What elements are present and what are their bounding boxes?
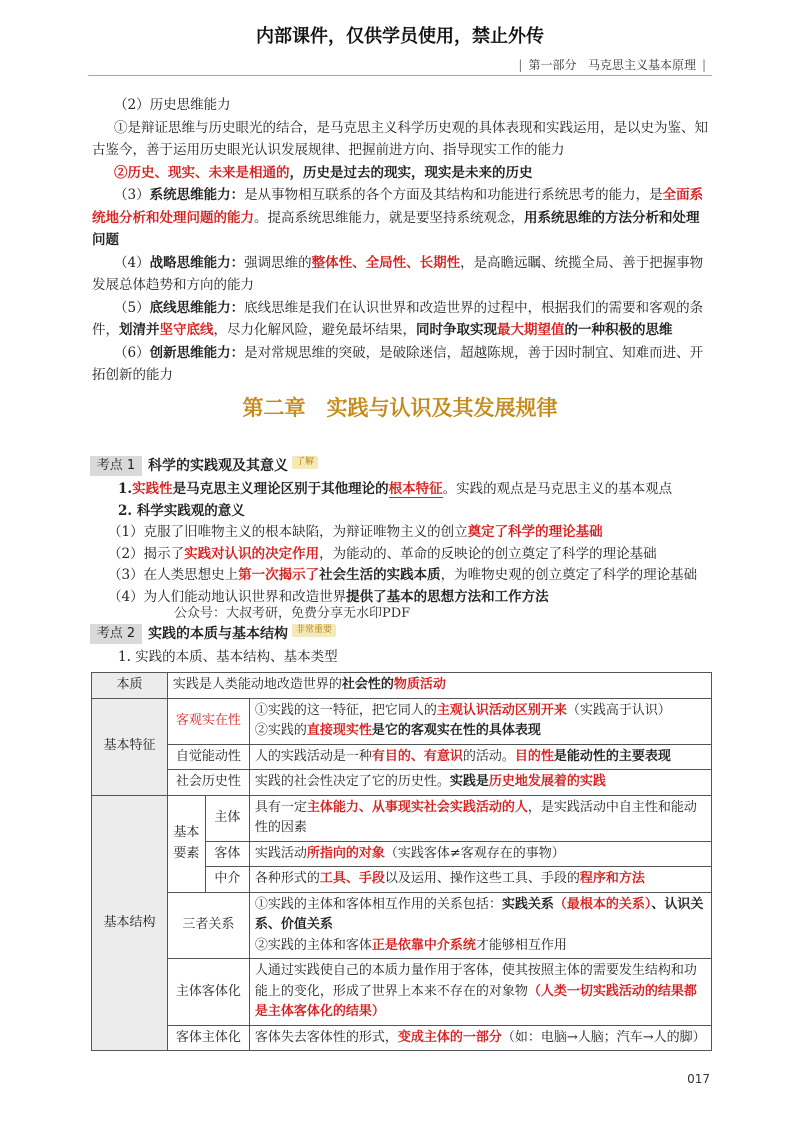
- section-thinking-abilities: [92, 94, 712, 387]
- element-subject-cell: 具有一定主体能力、从事现实社会实践活动的人，是实践活动中自主性和能动性的因素: [249, 795, 711, 841]
- element-medium-header: 中介: [205, 867, 249, 893]
- kd1-item-2: 2. 科学实践观的意义: [118, 502, 245, 519]
- objectification-cell: 人通过实践使自己的本质力量作用于客体，使其按照主体的需要发生结构和功能上的变化，形成了世界上本来不存在的对象物（人类一切实践活动的结果都是主体客体化的结果）: [249, 959, 711, 1026]
- table-row: [92, 795, 712, 841]
- kaodian-1-title: 科学的实践观及其意义: [148, 458, 288, 474]
- feature-2-cell: 人的实践活动是一种有目的、有意识的活动。目的性是能动性的主要表现: [249, 744, 711, 770]
- kd1-item-2-3: （3）在人类思想史上第一次揭示了社会生活的实践本质，为唯物史观的创立奠定了科学的理论基础: [108, 567, 698, 583]
- kaodian-2-header: [90, 624, 710, 646]
- relations-cell: ①实践的主体和客体相互作用的关系包括：实践关系（最根本的关系）、认识关系、价值关系 ②实践的主体和客体正是依靠中介系统才能够相互作用: [249, 892, 711, 959]
- feature-1-cell: ①实践的这一特征，把它同人的主观认识活动区别开来（实践高于认识） ②实践的直接现实性是它的客观实在性的具体表现: [249, 698, 711, 744]
- element-object-header: 客体: [205, 841, 249, 867]
- kd1-item-1: 1.实践性是马克思主义理论区别于其他理论的根本特征。实践的观点是马克思主义的基本观点: [118, 481, 673, 497]
- para-bottom-line: （5）底线思维能力：底线思维是我们在认识世界和改造世界的过程中，根据我们的需要和客观的条件，划清并坚守底线，尽力化解风险，避免最坏结果，同时争取实现最大期望值的一种积极的思维: [92, 299, 704, 338]
- para-historical-1: ①是辩证思维与历史眼光的结合，是马克思主义科学历史观的具体表现和实践运用，是以史为鉴、知古鉴今，善于运用历史眼光认识发展规律、把握前进方向、指导现实工作的能力: [92, 119, 708, 158]
- row-essence-cell: 实践是人类能动地改造世界的社会性的物质活动: [167, 673, 711, 699]
- practice-structure-table: [91, 672, 712, 1051]
- kaodian-2-subtitle: 1. 实践的本质、基本结构、基本类型: [118, 649, 338, 665]
- kaodian-1-tag: 了解: [292, 456, 318, 469]
- relations-header: 三者关系: [167, 892, 249, 959]
- elements-header: 基本要素: [167, 795, 205, 892]
- features-header: 基本特征: [92, 698, 168, 795]
- feature-2-header: 自觉能动性: [167, 744, 249, 770]
- table-row: [92, 744, 712, 770]
- kaodian-1-header: [90, 456, 710, 478]
- kd1-item-2-1: （1）克服了旧唯物主义的根本缺陷，为辩证唯物主义的创立奠定了科学的理论基础: [108, 524, 603, 540]
- kd1-item-2-2: （2）揭示了实践对认识的决定作用，为能动的、革命的反映论的创立奠定了科学的理论基础: [108, 545, 657, 562]
- part-label: 第一部分: [528, 58, 577, 72]
- kaodian-1-list: [108, 479, 708, 608]
- para-innovative: （6）创新思维能力：是对常规思维的突破，是破除迷信，超越陈规，善于因时制宜、知难而进、开拓创新的能力: [92, 344, 704, 383]
- feature-3-header: 社会历史性: [167, 770, 249, 796]
- table-row: [92, 770, 712, 796]
- kaodian-2-title: 实践的本质与基本结构: [148, 626, 288, 642]
- subjectification-header: 客体主体化: [167, 1025, 249, 1051]
- table-row: [92, 673, 712, 699]
- table-row: [92, 1025, 712, 1051]
- chapter-title: 第二章 实践与认识及其发展规律: [242, 396, 558, 420]
- header-rule: [88, 75, 712, 76]
- header-part: | 第一部分 马克思主义基本原理 |: [518, 58, 706, 72]
- element-subject-header: 主体: [205, 795, 249, 841]
- kaodian-1-label: 考点 1: [90, 456, 142, 476]
- para-historical-2: ②历史、现实、未来是相通的，历史是过去的现实，现实是未来的历史: [114, 164, 533, 181]
- watermark-text: 公众号：大叔考研，免费分享无水印PDF: [174, 606, 411, 621]
- feature-1-header: 客观实在性: [167, 698, 249, 744]
- row-essence-header: 本质: [92, 673, 168, 699]
- table-row: [92, 892, 712, 959]
- subjectification-cell: 客体失去客体性的形式，变成主体的一部分（如：电脑→人脑；汽车→人的脚）: [249, 1025, 711, 1051]
- element-object-cell: 实践活动所指向的对象（实践客体≠客观存在的事物）: [249, 841, 711, 867]
- kaodian-2-tag: 非常重要: [292, 624, 336, 637]
- para-systems: （3）系统思维能力：是从事物相互联系的各个方面及其结构和功能进行系统思考的能力，是全面系统地分析和处理问题的能力。提高系统思维能力，就是要坚持系统观念，用系统思维的方法分析和处理问题: [92, 187, 704, 248]
- structure-header: 基本结构: [92, 795, 168, 1051]
- heading-historical: （2）历史思维能力: [114, 97, 231, 113]
- part-name: 马克思主义基本原理: [587, 58, 696, 72]
- objectification-header: 主体客体化: [167, 959, 249, 1026]
- feature-3-cell: 实践的社会性决定了它的历史性。实践是历史地发展着的实践: [249, 770, 711, 796]
- kd1-item-2-4: （4）为人们能动地认识世界和改造世界提供了基本的思想方法和工作方法: [108, 588, 549, 605]
- table-row: [92, 959, 712, 1026]
- page-number: 017: [687, 1072, 710, 1086]
- kaodian-2-label: 考点 2: [90, 624, 142, 644]
- element-medium-cell: 各种形式的工具、手段以及运用、操作这些工具、手段的程序和方法: [249, 867, 711, 893]
- header-title: 内部课件，仅供学员使用，禁止外传: [256, 26, 544, 47]
- table-row: [92, 698, 712, 744]
- para-strategic: （4）战略思维能力：强调思维的整体性、全局性、长期性，是高瞻远瞩、统揽全局、善于把握事物发展总体趋势和方向的能力: [92, 254, 704, 293]
